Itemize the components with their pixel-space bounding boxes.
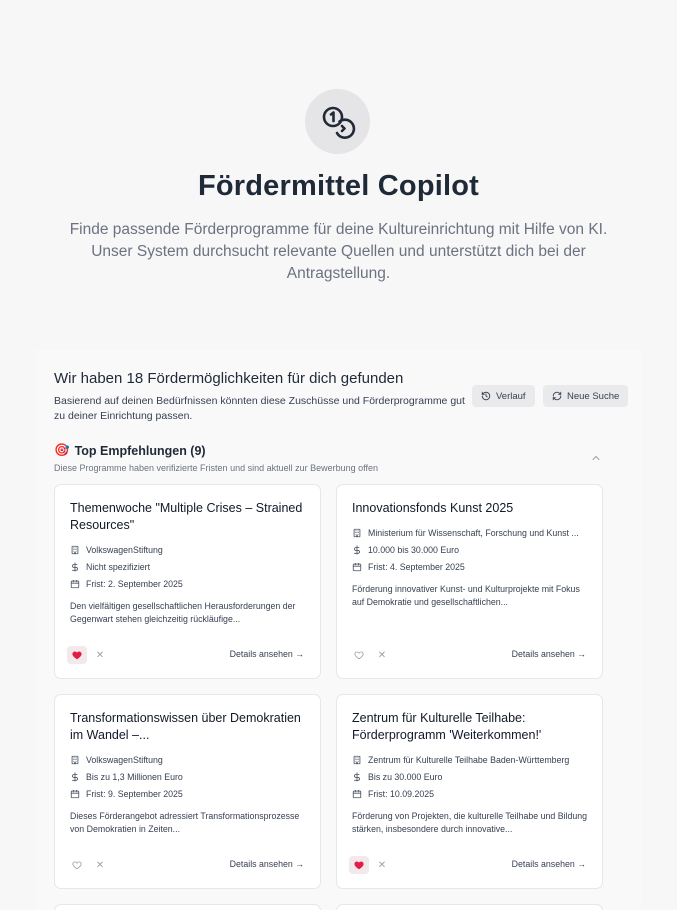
close-icon: ✕ bbox=[377, 859, 387, 871]
funder: Zentrum für Kulturelle Teilhabe Baden-Württemberg bbox=[368, 755, 570, 765]
details-link[interactable]: Details ansehen → bbox=[229, 649, 304, 659]
dismiss-button[interactable] bbox=[375, 646, 389, 664]
amount-row bbox=[352, 545, 592, 555]
funder: Ministerium für Wissenschaft, Forschung und Kunst ... bbox=[368, 528, 579, 538]
deadline: Frist: 2. September 2025 bbox=[86, 579, 183, 589]
deadline-row bbox=[70, 789, 310, 799]
amount-row bbox=[70, 562, 310, 572]
grant-card bbox=[336, 484, 603, 679]
funder-row bbox=[352, 528, 592, 538]
close-icon: ✕ bbox=[95, 859, 105, 871]
amount-row bbox=[352, 772, 592, 782]
results-description: Basierend auf deinen Bedürfnissen könnten diese Zuschüsse und Förderprogramme gut zu deiner Einrichtung passen. bbox=[54, 395, 465, 422]
dollar-icon bbox=[70, 562, 80, 572]
deadline: Frist: 9. September 2025 bbox=[86, 789, 183, 799]
building-icon bbox=[352, 528, 362, 538]
card-actions bbox=[349, 646, 389, 664]
heart-icon bbox=[354, 860, 364, 870]
calendar-icon bbox=[352, 789, 362, 799]
history-button-label: Verlauf bbox=[496, 390, 526, 402]
funder-row bbox=[70, 755, 310, 765]
building-icon bbox=[352, 755, 362, 765]
coins-icon bbox=[318, 102, 358, 142]
funder: VolkswagenStiftung bbox=[86, 545, 163, 555]
funder: VolkswagenStiftung bbox=[86, 755, 163, 765]
grant-description: Förderung von Projekten, die kulturelle Teilhabe und Bildung stärken, insbesondere durch innovative... bbox=[352, 811, 588, 834]
dollar-icon bbox=[352, 545, 362, 555]
dollar-icon bbox=[352, 772, 362, 782]
close-icon: ✕ bbox=[95, 649, 105, 661]
history-button[interactable] bbox=[472, 385, 535, 407]
deadline-row bbox=[70, 579, 310, 589]
page-title: Fördermittel Copilot bbox=[197, 170, 480, 202]
funder-row bbox=[352, 755, 592, 765]
grant-title[interactable]: Innovationsfonds Kunst 2025 bbox=[352, 501, 514, 515]
logo bbox=[305, 89, 370, 154]
refresh-icon bbox=[552, 391, 562, 401]
favorite-button[interactable] bbox=[67, 856, 87, 874]
dollar-icon bbox=[70, 772, 80, 782]
building-icon bbox=[70, 545, 80, 555]
new-search-button-label: Neue Suche bbox=[567, 390, 620, 402]
details-link[interactable]: Details ansehen → bbox=[511, 859, 586, 869]
favorite-button[interactable] bbox=[67, 646, 87, 664]
heart-icon bbox=[72, 650, 82, 660]
deadline-row bbox=[352, 789, 592, 799]
card-actions bbox=[67, 646, 107, 664]
heart-icon bbox=[72, 860, 82, 870]
amount-row bbox=[70, 772, 310, 782]
calendar-icon bbox=[70, 789, 80, 799]
grant-card-partial bbox=[54, 904, 321, 910]
favorite-button[interactable] bbox=[349, 856, 369, 874]
results-title: Wir haben 18 Fördermöglichkeiten für dich gefunden bbox=[54, 370, 404, 387]
target-icon: 🎯 bbox=[54, 443, 70, 457]
building-icon bbox=[70, 755, 80, 765]
card-actions bbox=[67, 856, 107, 874]
section-subtitle: Diese Programme haben verifizierte Fristen und sind aktuell zur Bewerbung offen bbox=[54, 463, 378, 473]
grant-title[interactable]: Themenwoche "Multiple Crises – Strained Resources" bbox=[70, 501, 303, 532]
history-icon bbox=[481, 391, 491, 401]
grant-description: Den vielfältigen gesellschaftlichen Herausforderungen der Gegenwart stehen gleichzeitig rückläufige... bbox=[70, 601, 296, 624]
grant-description: Förderung innovativer Kunst- und Kulturprojekte mit Fokus auf Demokratie und gesellschaftlichen... bbox=[352, 584, 580, 607]
calendar-icon bbox=[352, 562, 362, 572]
heart-icon bbox=[354, 650, 364, 660]
dismiss-button[interactable] bbox=[375, 856, 389, 874]
card-actions bbox=[349, 856, 389, 874]
amount: 10.000 bis 30.000 Euro bbox=[368, 545, 459, 555]
grant-card bbox=[54, 484, 321, 679]
amount: Bis zu 30.000 Euro bbox=[368, 772, 443, 782]
grant-title[interactable]: Zentrum für Kulturelle Teilhabe: Förderprogramm 'Weiterkommen!' bbox=[352, 711, 542, 742]
dismiss-button[interactable] bbox=[93, 646, 107, 664]
new-search-button[interactable] bbox=[543, 385, 628, 407]
details-link[interactable]: Details ansehen → bbox=[511, 649, 586, 659]
details-link[interactable]: Details ansehen → bbox=[229, 859, 304, 869]
close-icon: ✕ bbox=[377, 649, 387, 661]
section-title: Top Empfehlungen (9) bbox=[74, 443, 206, 458]
collapse-section-button[interactable] bbox=[590, 451, 602, 469]
grant-card bbox=[336, 694, 603, 889]
grant-description: Dieses Förderangebot adressiert Transformationsprozesse von Demokratien in Zeiten... bbox=[70, 811, 300, 834]
deadline: Frist: 10.09.2025 bbox=[368, 789, 435, 799]
calendar-icon bbox=[70, 579, 80, 589]
page-subtitle: Finde passende Förderprogramme für deine Kultureinrichtung mit Hilfe von KI. Unser System durchsucht relevante Quellen und unterstützt dich bei der Antragstellung. bbox=[69, 221, 608, 282]
amount: Nicht spezifiziert bbox=[86, 562, 151, 572]
deadline: Frist: 4. September 2025 bbox=[368, 562, 465, 572]
grant-card-partial bbox=[336, 904, 603, 910]
grant-title[interactable]: Transformationswissen über Demokratien im Wandel –... bbox=[70, 711, 301, 742]
hero-section bbox=[0, 0, 677, 320]
funder-row bbox=[70, 545, 310, 555]
chevron-up-icon bbox=[590, 452, 602, 464]
deadline-row bbox=[352, 562, 592, 572]
grant-card bbox=[54, 694, 321, 889]
amount: Bis zu 1,3 Millionen Euro bbox=[86, 772, 183, 782]
dismiss-button[interactable] bbox=[93, 856, 107, 874]
top-recommendations-header bbox=[54, 443, 378, 473]
favorite-button[interactable] bbox=[349, 646, 369, 664]
